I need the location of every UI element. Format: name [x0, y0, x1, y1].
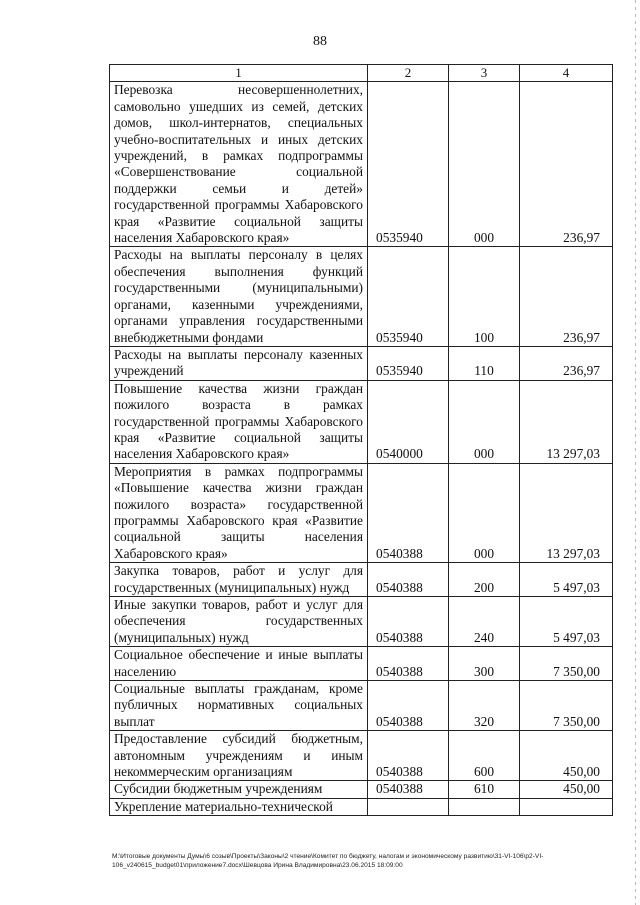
row-amount: 450,00	[520, 781, 613, 798]
table-row	[110, 798, 613, 815]
row-amount	[520, 798, 613, 815]
row-expense-type-code: 600	[449, 731, 520, 781]
row-amount: 13 297,03	[520, 380, 613, 463]
row-description: Мероприятия в рамках подпрограммы «Повышение качества жизни граждан пожилого возраста» государственной программы Хабаровского края «Развитие социальной защиты населения Хабаровского края»	[110, 463, 368, 562]
row-amount: 13 297,03	[520, 463, 613, 562]
table-row	[110, 380, 613, 463]
row-expense-type-code: 100	[449, 247, 520, 346]
scan-edge-line	[635, 0, 636, 905]
column-header: 2	[368, 65, 449, 82]
column-header: 4	[520, 65, 613, 82]
row-expense-type-code: 610	[449, 781, 520, 798]
row-target-article-code: 0540388	[368, 647, 449, 681]
budget-table	[109, 64, 613, 816]
row-target-article-code: 0535940	[368, 346, 449, 380]
row-target-article-code: 0540388	[368, 781, 449, 798]
row-expense-type-code: 240	[449, 597, 520, 647]
table-row	[110, 731, 613, 781]
row-amount: 236,97	[520, 247, 613, 346]
row-description: Повышение качества жизни граждан пожилого возраста в рамках государственной программы Хабаровского края «Развитие социальной защиты населения Хабаровского края»	[110, 380, 368, 463]
row-description: Расходы на выплаты персоналу казенных учреждений	[110, 346, 368, 380]
row-amount: 450,00	[520, 731, 613, 781]
row-expense-type-code: 000	[449, 380, 520, 463]
row-description: Закупка товаров, работ и услуг для государственных (муниципальных) нужд	[110, 563, 368, 597]
row-description: Расходы на выплаты персоналу в целях обеспечения выполнения функций государственными (муниципальными) органами, казенными учреждениями, органами управления государственными внебюджетными фондами	[110, 247, 368, 346]
row-expense-type-code: 110	[449, 346, 520, 380]
row-amount: 5 497,03	[520, 597, 613, 647]
row-target-article-code: 0535940	[368, 82, 449, 247]
row-target-article-code: 0535940	[368, 247, 449, 346]
table-row	[110, 463, 613, 562]
row-expense-type-code	[449, 798, 520, 815]
row-amount: 236,97	[520, 82, 613, 247]
table-row	[110, 82, 613, 247]
table-row	[110, 346, 613, 380]
table-row	[110, 247, 613, 346]
table-row	[110, 681, 613, 731]
row-description: Предоставление субсидий бюджетным, автономным учреждениям и иным некоммерческим организациям	[110, 731, 368, 781]
row-description: Перевозка несовершеннолетних, самовольно ушедших из семей, детских домов, школ-интернатов, специальных учебно-воспитательных и иных детских учреждений, в рамках подпрограммы «Совершенствование социальной поддержки семьи и детей» государственной программы Хабаровского края «Развитие социальной защиты населения Хабаровского края»	[110, 82, 368, 247]
row-description: Социальное обеспечение и иные выплаты населению	[110, 647, 368, 681]
row-amount: 7 350,00	[520, 681, 613, 731]
row-target-article-code	[368, 798, 449, 815]
row-amount: 236,97	[520, 346, 613, 380]
row-expense-type-code: 320	[449, 681, 520, 731]
row-description: Иные закупки товаров, работ и услуг для обеспечения государственных (муниципальных) нужд	[110, 597, 368, 647]
row-amount: 7 350,00	[520, 647, 613, 681]
row-target-article-code: 0540388	[368, 563, 449, 597]
table-row	[110, 781, 613, 798]
table-row	[110, 597, 613, 647]
row-amount: 5 497,03	[520, 563, 613, 597]
row-description: Укрепление материально-технической	[110, 798, 368, 815]
document-path-footer: M:\Итоговые документы Думы\6 созыв\Проекты\Законы\2 чтение\Комитет по бюджету, налогам и экономическому развитию\31-VI-106\p2-VI-106_v240615_budget01\приложение7.docx\Шевцова Ирина Владимировна\23.06.2015 18:09:00	[112, 853, 544, 869]
row-target-article-code: 0540388	[368, 463, 449, 562]
column-header: 1	[110, 65, 368, 82]
table-row	[110, 563, 613, 597]
table-header-row	[110, 65, 613, 82]
table-row	[110, 647, 613, 681]
page-number: 88	[313, 34, 327, 49]
row-expense-type-code: 000	[449, 82, 520, 247]
row-description: Социальные выплаты гражданам, кроме публичных нормативных социальных выплат	[110, 681, 368, 731]
column-header: 3	[449, 65, 520, 82]
row-target-article-code: 0540388	[368, 681, 449, 731]
row-expense-type-code: 000	[449, 463, 520, 562]
row-target-article-code: 0540388	[368, 597, 449, 647]
row-expense-type-code: 200	[449, 563, 520, 597]
row-expense-type-code: 300	[449, 647, 520, 681]
row-description: Субсидии бюджетным учреждениям	[110, 781, 368, 798]
row-target-article-code: 0540388	[368, 731, 449, 781]
row-target-article-code: 0540000	[368, 380, 449, 463]
